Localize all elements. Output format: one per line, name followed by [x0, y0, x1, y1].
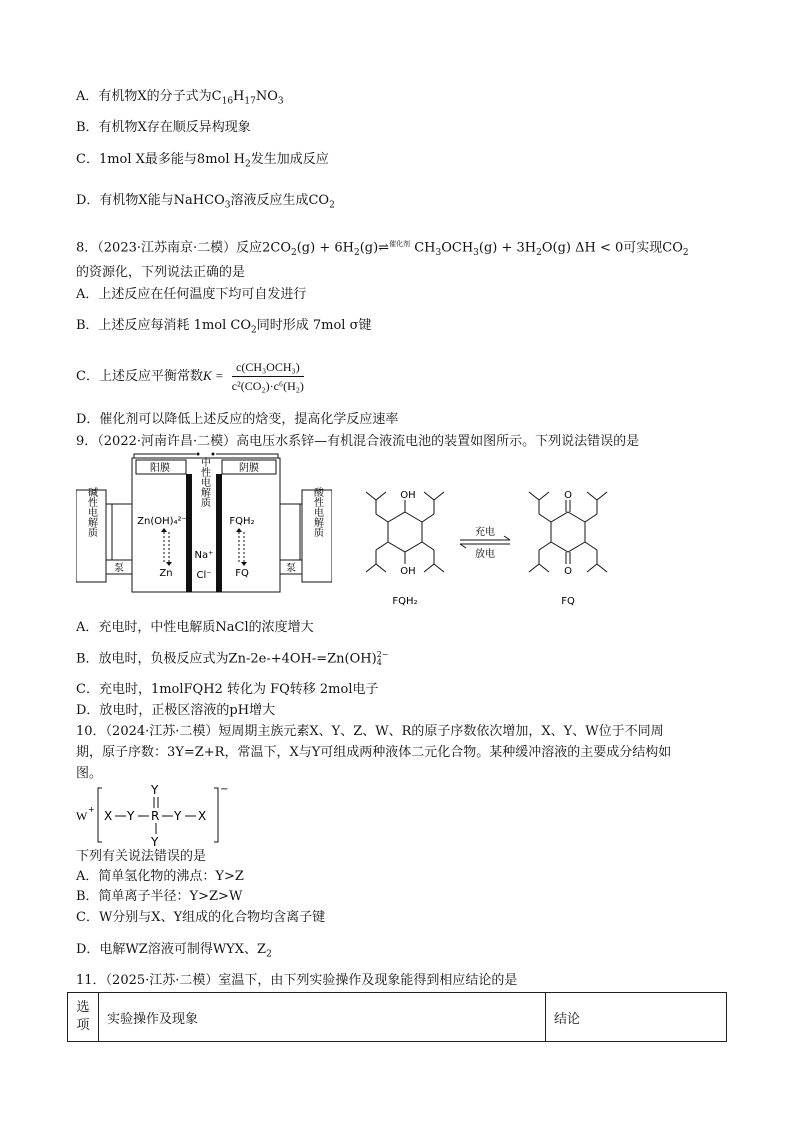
- struct-x1: X: [104, 809, 113, 823]
- q10-option-a: A．简单氢化物的沸点：Y>Z: [76, 869, 244, 884]
- zincate-label: Zn(OH)₄²⁻: [137, 516, 187, 527]
- q10-stem-line1: 10．（2024·江苏·二模）短周期主族元素X、Y、Z、W、R的原子序数依次增加，X、Y、W位于不同周: [76, 724, 664, 739]
- flow-battery-diagram: [76, 452, 332, 596]
- q7-option-c: C．1mol X最多能与8mol $H_2$发生加成反应: [76, 152, 329, 170]
- struct-y1: Y: [127, 809, 135, 823]
- struct-r: R: [151, 809, 160, 823]
- struct-y-top: Y: [151, 783, 159, 797]
- q10-stem-line2: 期，原子序数：3Y=Z+R，常温下，X与Y可组成两种液体二元化合物。某种缓冲溶液的主要成分结构如: [76, 745, 672, 760]
- struct-y2: Y: [174, 809, 182, 823]
- q11-stem: 11．（2025·江苏·二模）室温下，由下列实验操作及现象能得到相应结论的是: [76, 973, 518, 988]
- table-header-operation: 实验操作及现象: [99, 993, 546, 1042]
- struct-minus: −: [220, 784, 229, 795]
- q9-stem: 9．（2022·河南许昌·二模）高电压水系锌—有机混合液流电池的装置如图所示。下列说法错误的是: [76, 434, 640, 449]
- q8-option-b: B．上述反应每消耗 1mol $CO_2$同时形成 7mol σ键: [76, 318, 372, 336]
- q9-option-d: D．放电时，正极区溶液的pH增大: [76, 703, 276, 718]
- table-row: [68, 993, 727, 1042]
- fq-redox-diagram: [348, 452, 648, 612]
- q7-option-a: A．有机物X的分子式为$C_{16}H_{17}NO_3$: [76, 89, 284, 107]
- q8-option-a: A．上述反应在任何温度下均可自发进行: [76, 287, 307, 302]
- q8-option-c: C．上述反应平衡常数K = $\frac{\text{c(CH₃OCH₃)}}{\text{c²(CO₂)·c⁶(H₂)}}$: [76, 360, 304, 393]
- buffer-structure-diagram: [74, 780, 244, 850]
- discharge-label: 放电: [475, 549, 495, 560]
- fqh2-top-oh: OH: [400, 490, 416, 501]
- sodium-ion-label: Na⁺: [194, 550, 214, 561]
- q10-stem-line3: 图。: [76, 766, 103, 781]
- struct-x2: X: [198, 809, 207, 823]
- q8-stem-cont: 的资源化，下列说法正确的是: [76, 265, 246, 280]
- q9-option-c: C．充电时，1molFQH2 转化为 FQ转移 2mol电子: [76, 682, 379, 697]
- fq-bottom-o: O: [564, 566, 572, 577]
- q8-stem: 8．（2023·江苏南京·二模）反应$2CO_2(g)$ + $6H_2(g)\rightleftharpoons^{催化剂}$ $CH_3OCH_3(g) + 3H_2O(g) \Delta H < 0$可实现$CO_2$: [76, 240, 689, 258]
- q11-table: [67, 992, 727, 1042]
- q10-option-d: D．电解WZ溶液可制得WYX、$Z_2$: [76, 942, 272, 960]
- charge-label: 充电: [475, 527, 495, 538]
- cation-membrane-label: 阴膜: [239, 463, 259, 474]
- left-pump-label: 泵: [114, 563, 124, 574]
- left-tank-label: 碱性电解质: [85, 487, 97, 537]
- neutral-electrolyte-label: 中性电解质: [198, 457, 210, 507]
- table-header-conclusion: 结论: [546, 993, 727, 1042]
- q7-option-d: D．有机物X能与NaHCO$_3$溶液反应生成$CO_2$: [76, 193, 335, 211]
- fq-cell-label: FQ: [235, 568, 249, 579]
- q9-option-b: B．放电时，负极反应式为Zn-2e-+4OH-=Zn(OH) 2− 4: [76, 650, 389, 667]
- struct-w: W: [76, 809, 88, 823]
- right-pump-label: 泵: [286, 563, 296, 574]
- fq-label: FQ: [561, 596, 575, 607]
- fqh2-bottom-oh: OH: [400, 566, 416, 577]
- fq-top-o: O: [564, 490, 572, 501]
- catalyst-label: 催化剂: [389, 240, 411, 248]
- equilibrium-fraction: $\frac{\text{c(CH₃OCH₃)}}{\text{c²(CO₂)·c⁶(H₂)}}$: [231, 360, 304, 393]
- q10-option-b: B．简单离子半径：Y>Z>W: [76, 889, 243, 904]
- right-tank-label: 酸性电解质: [311, 487, 323, 537]
- q9-option-a: A．充电时，中性电解质NaCl的浓度增大: [76, 620, 314, 635]
- table-header-option: 选项: [68, 993, 99, 1042]
- fqh2-cell-label: FQH₂: [229, 516, 255, 527]
- struct-plus: +: [88, 805, 95, 814]
- q10-lead: 下列有关说法错误的是: [76, 849, 207, 864]
- chloride-ion-label: Cl⁻: [196, 570, 212, 581]
- q10-option-c: C．W分别与X、Y组成的化合物均含离子键: [76, 910, 326, 925]
- anion-membrane-label: 阳膜: [150, 463, 170, 474]
- zn-label: Zn: [159, 568, 173, 579]
- q7-option-b: B．有机物X存在顺反异构现象: [76, 120, 251, 135]
- fqh2-label: FQH₂: [392, 596, 418, 607]
- q8-option-d: D．催化剂可以降低上述反应的焓变，提高化学反应速率: [76, 412, 399, 427]
- struct-y-bottom: Y: [151, 835, 159, 849]
